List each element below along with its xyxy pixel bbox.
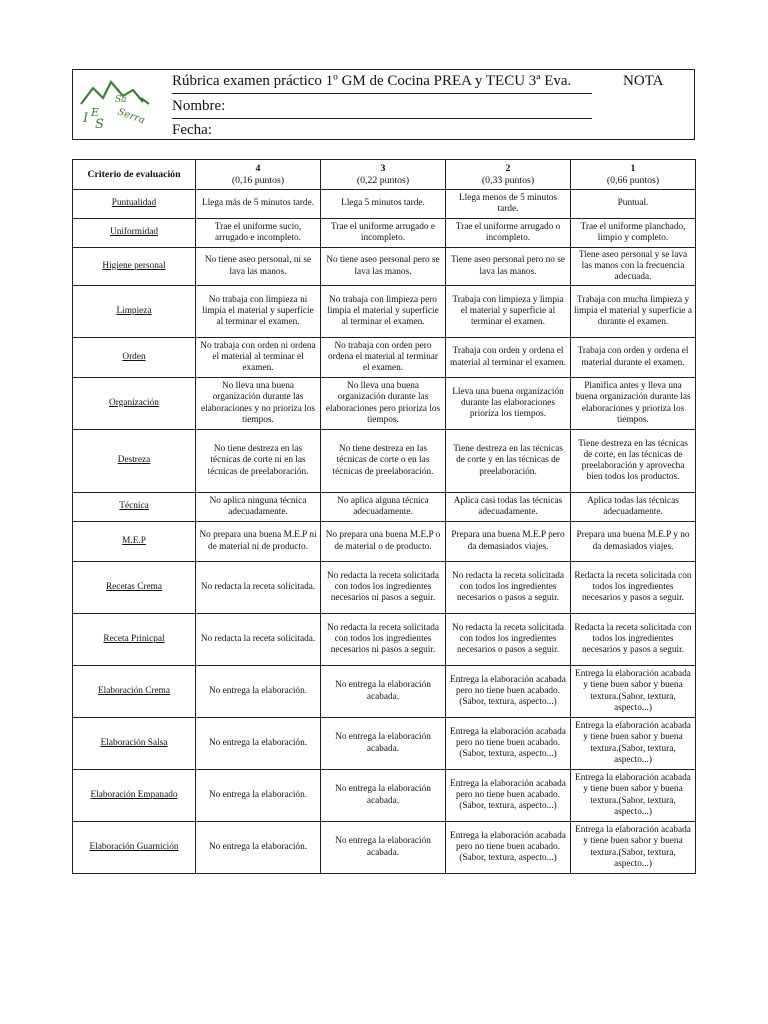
rubric-cell: Entrega la elaboración acabada y tiene buen sabor y buena textura.(Sabor, textura, aspecto...) [571, 666, 696, 718]
rubric-cell: No trabaja con limpieza pero limpia el material y superficie al terminar el examen. [321, 286, 446, 338]
criterion-cell: Destreza [73, 430, 196, 493]
grade-label: NOTA [623, 73, 664, 89]
rubric-cell: Trae el uniforme arrugado o incompleto. [446, 219, 571, 248]
table-row [73, 338, 696, 378]
table-row [73, 562, 696, 614]
table-row [73, 770, 696, 822]
criterion-cell: Recetas Crema [73, 562, 196, 614]
table-header-row [73, 160, 696, 190]
rubric-cell: No entrega la elaboración acabada. [321, 666, 446, 718]
level-4-header: 4 (0,16 puntos) [196, 160, 321, 190]
rubric-cell: Prepara una buena M.E.P y no da demasiados viajes. [571, 522, 696, 562]
rubric-cell: Trabaja con orden y ordena el material durante el examen. [571, 338, 696, 378]
rubric-cell: Planifica antes y lleva una buena organización durante las elaboraciones y prioriza los tiempos. [571, 378, 696, 430]
criterion-cell: Elaboración Crema [73, 666, 196, 718]
table-row [73, 822, 696, 874]
rubric-cell: Puntual. [571, 190, 696, 219]
exam-title: Rúbrica examen práctico 1º GM de Cocina PREA y TECU 3ª Eva. [172, 72, 592, 94]
rubric-cell: No aplica alguna técnica adecuadamente. [321, 493, 446, 522]
rubric-cell: Entrega la elaboración acabada pero no tiene buen acabado.(Sabor, textura, aspecto...) [446, 666, 571, 718]
svg-text:Serra: Serra [115, 106, 147, 127]
criterion-cell: Elaboración Salsa [73, 718, 196, 770]
rubric-cell: Trabaja con orden y ordena el material al terminar el examen. [446, 338, 571, 378]
rubric-cell: No trabaja con orden pero ordena el material al terminar el examen. [321, 338, 446, 378]
rubric-cell: Tiene destreza en las técnicas de corte y en las técnicas de preelaboración. [446, 430, 571, 493]
level-3-header: 3 (0,22 puntos) [321, 160, 446, 190]
rubric-cell: No lleva una buena organización durante las elaboraciones pero prioriza los tiempos. [321, 378, 446, 430]
rubric-cell: Aplica todas las técnicas adecuadamente. [571, 493, 696, 522]
exam-header [72, 69, 695, 140]
rubric-cell: Trabaja con mucha limpieza y limpia el material y superficie a durante el examen. [571, 286, 696, 338]
school-logo [79, 74, 165, 136]
criterion-cell: Elaboración Guarnición [73, 822, 196, 874]
table-row [73, 522, 696, 562]
rubric-cell: Trae el uniforme planchado, limpio y completo. [571, 219, 696, 248]
criterion-cell: Técnica [73, 493, 196, 522]
rubric-cell: No tiene aseo personal pero se lava las manos. [321, 248, 446, 286]
rubric-cell: No entrega la elaboración. [196, 770, 321, 822]
rubric-cell: Entrega la elaboración acabada y tiene buen sabor y buena textura.(Sabor, textura, aspecto...) [571, 770, 696, 822]
criterion-cell: Limpieza [73, 286, 196, 338]
rubric-cell: Prepara una buena M.E.P pero da demasiados viajes. [446, 522, 571, 562]
criterion-cell: M.E.P [73, 522, 196, 562]
rubric-cell: Llega 5 minutos tarde. [321, 190, 446, 219]
criterion-cell: Elaboración Empanado [73, 770, 196, 822]
date-field[interactable]: Fecha: [172, 122, 212, 138]
rubric-cell: No entrega la elaboración acabada. [321, 822, 446, 874]
rubric-cell: No redacta la receta solicitada. [196, 562, 321, 614]
rubric-cell: No entrega la elaboración. [196, 666, 321, 718]
criterion-cell: Receta Prinicpal [73, 614, 196, 666]
criterion-cell: Puntualidad [73, 190, 196, 219]
rubric-cell: No lleva una buena organización durante las elaboraciones y no prioriza los tiempos. [196, 378, 321, 430]
table-row [73, 493, 696, 522]
criterion-column-header: Criterio de evaluación [73, 160, 196, 190]
rubric-cell: No trabaja con limpieza ni limpia el material y superficie al terminar el examen. [196, 286, 321, 338]
rubric-cell: Lleva una buena organización durante las elaboraciones prioriza los tiempos. [446, 378, 571, 430]
rubric-cell: Tiene destreza en las técnicas de corte, en las técnicas de preelaboración y aprovecha bien todos los productos. [571, 430, 696, 493]
rubric-table [72, 159, 696, 874]
rubric-cell: Entrega la elaboración acabada y tiene buen sabor y buena textura.(Sabor, textura, aspecto...) [571, 822, 696, 874]
rubric-cell: Redacta la receta solicitada con todos los ingredientes necesarios y pasos a seguir. [571, 614, 696, 666]
rubric-cell: Llega menos de 5 minutos tarde. [446, 190, 571, 219]
rubric-cell: No redacta la receta solicitada con todos los ingredientes necesarios ni pasos a seguir. [321, 614, 446, 666]
rubric-cell: Entrega la elaboración acabada y tiene buen sabor y buena textura.(Sabor, textura, aspecto...) [571, 718, 696, 770]
student-name-field[interactable]: Nombre: [172, 97, 592, 119]
rubric-cell: Trae el uniforme sucio, arrugado e incompleto. [196, 219, 321, 248]
table-row [73, 666, 696, 718]
rubric-cell: Entrega la elaboración acabada pero no tiene buen acabado.(Sabor, textura, aspecto...) [446, 822, 571, 874]
rubric-cell: No entrega la elaboración. [196, 822, 321, 874]
table-row [73, 286, 696, 338]
rubric-cell: Redacta la receta solicitada con todos los ingredientes necesarios y pasos a seguir. [571, 562, 696, 614]
svg-text:Sa: Sa [115, 95, 127, 105]
criterion-cell: Organización [73, 378, 196, 430]
rubric-cell: No prepara una buena M.E.P ni de material ni de producto. [196, 522, 321, 562]
table-row [73, 190, 696, 219]
rubric-cell: Entrega la elaboración acabada pero no tiene buen acabado.(Sabor, textura, aspecto...) [446, 718, 571, 770]
rubric-cell: Entrega la elaboración acabada pero no tiene buen acabado.(Sabor, textura, aspecto...) [446, 770, 571, 822]
level-2-header: 2 (0,33 puntos) [446, 160, 571, 190]
rubric-cell: Trabaja con limpieza y limpia el material y superficie al terminar el examen. [446, 286, 571, 338]
criterion-cell: Orden [73, 338, 196, 378]
criterion-cell: Higiene personal [73, 248, 196, 286]
rubric-cell: No redacta la receta solicitada con todos los ingredientes necesarios o pasos a seguir. [446, 614, 571, 666]
rubric-cell: No aplica ninguna técnica adecuadamente. [196, 493, 321, 522]
rubric-cell: No entrega la elaboración acabada. [321, 718, 446, 770]
svg-text:E: E [91, 106, 100, 119]
rubric-cell: No prepara una buena M.E.P o de material o de producto. [321, 522, 446, 562]
criterion-cell: Uniformidad [73, 219, 196, 248]
rubric-cell: Llega más de 5 minutos tarde. [196, 190, 321, 219]
rubric-cell: No tiene aseo personal, ni se lava las manos. [196, 248, 321, 286]
rubric-cell: Aplica casi todas las técnicas adecuadamente. [446, 493, 571, 522]
rubric-cell: No redacta la receta solicitada con todos los ingredientes necesarios ni pasos a seguir. [321, 562, 446, 614]
rubric-cell: No trabaja con orden ni ordena el material al terminar el examen. [196, 338, 321, 378]
rubric-cell: No redacta la receta solicitada con todos los ingredientes necesarios o pasos a seguir. [446, 562, 571, 614]
rubric-cell: Trae el uniforme arrugado e incompleto. [321, 219, 446, 248]
table-row [73, 614, 696, 666]
svg-text:I: I [83, 111, 89, 126]
rubric-cell: No tiene destreza en las técnicas de corte ni en las técnicas de preelaboración. [196, 430, 321, 493]
table-row [73, 430, 696, 493]
rubric-cell: No entrega la elaboración acabada. [321, 770, 446, 822]
rubric-cell: No redacta la receta solicitada. [196, 614, 321, 666]
table-row [73, 219, 696, 248]
rubric-cell: No entrega la elaboración. [196, 718, 321, 770]
table-row [73, 378, 696, 430]
rubric-cell: Tiene aseo personal y se lava las manos con la frecuencia adecuada. [571, 248, 696, 286]
level-1-header: 1 (0,66 puntos) [571, 160, 696, 190]
table-row [73, 248, 696, 286]
table-row [73, 718, 696, 770]
rubric-cell: No tiene destreza en las técnicas de corte o en las técnicas de preelaboración. [321, 430, 446, 493]
svg-text:S: S [95, 117, 104, 132]
rubric-cell: Tiene aseo personal pero no se lava las manos. [446, 248, 571, 286]
